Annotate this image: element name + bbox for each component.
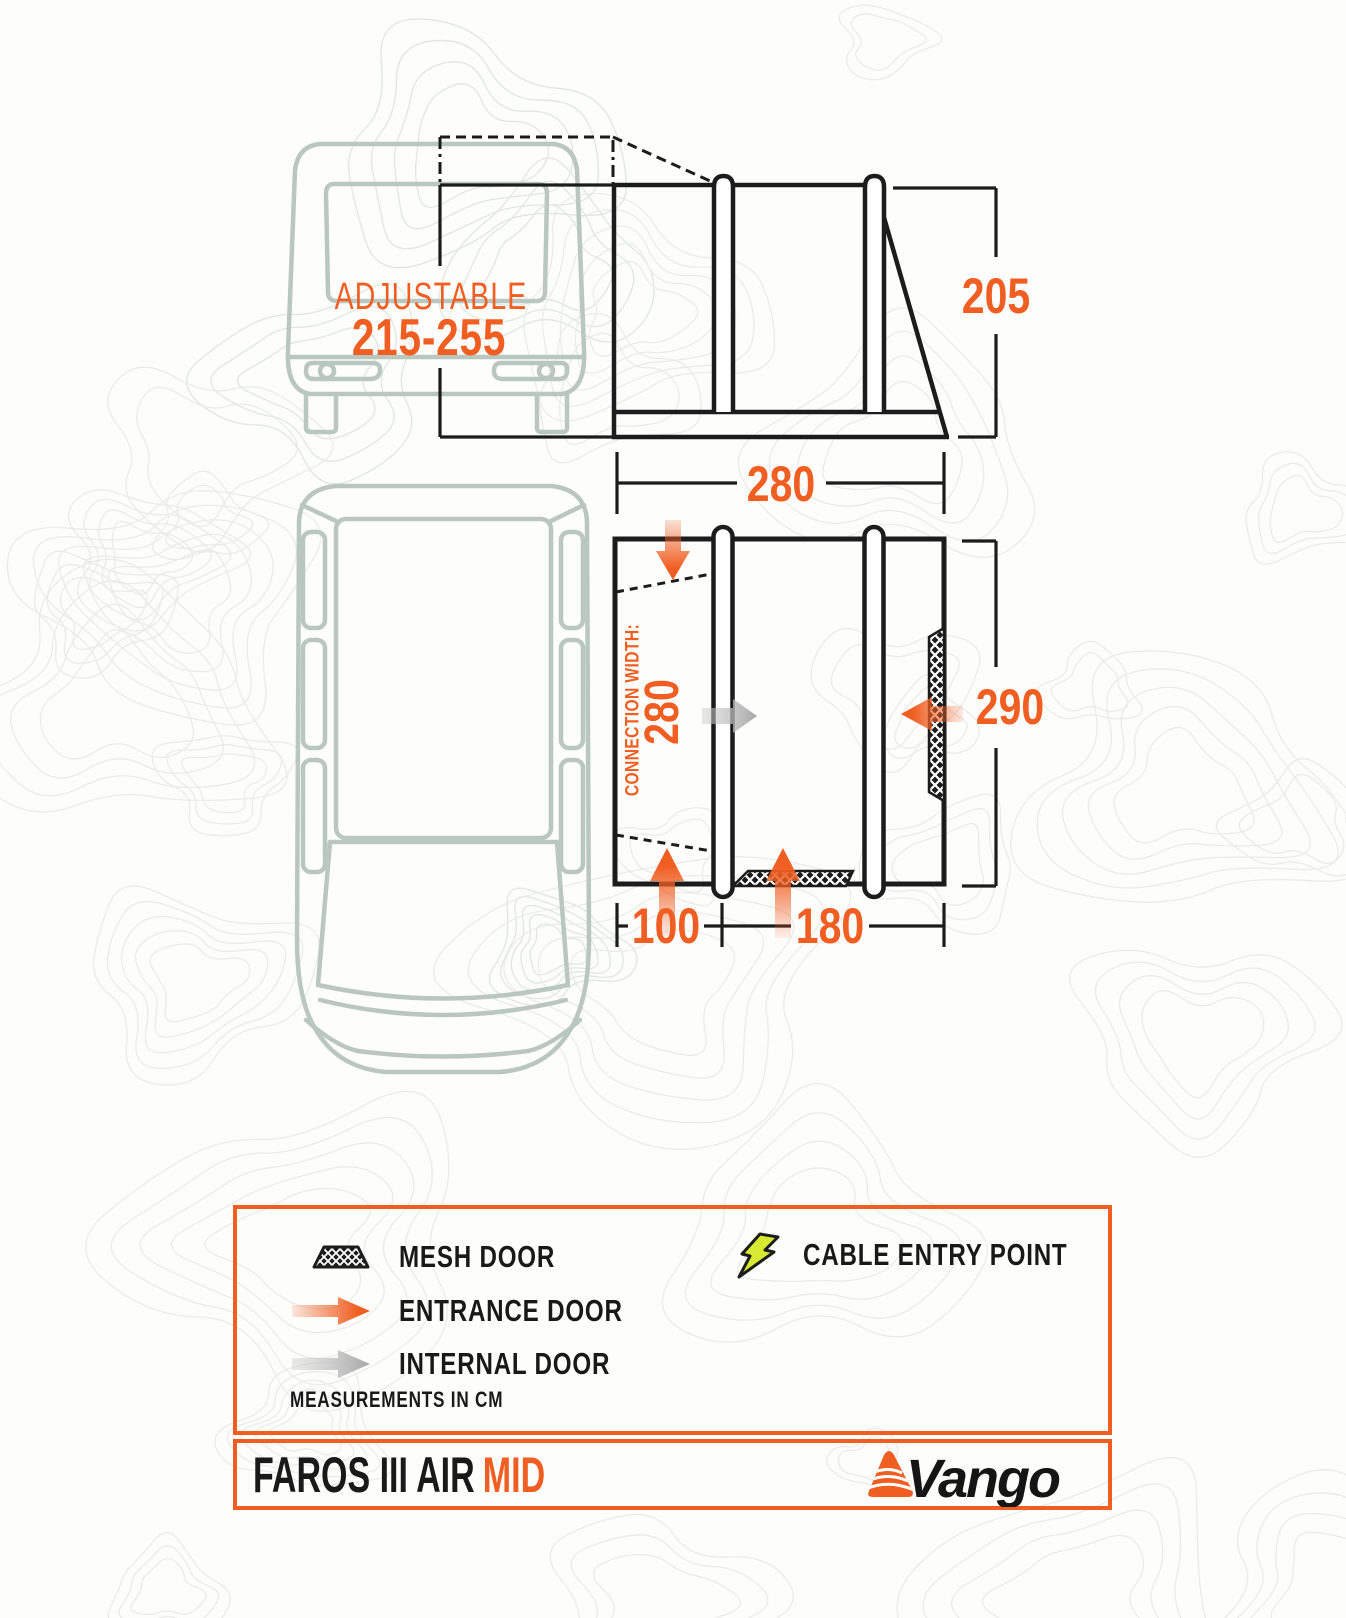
cable-lightning-icon (736, 1232, 782, 1280)
connection-width-label: CONNECTION WIDTH: (622, 623, 644, 797)
product-title (253, 1446, 683, 1504)
mesh-door-icon (312, 1245, 370, 1269)
connection-width-value: 280 (636, 679, 689, 745)
legend-entrance-door-label: ENTRANCE DOOR (399, 1293, 623, 1328)
legend-cable-entry-label: CABLE ENTRY POINT (803, 1237, 1068, 1272)
vango-logo (862, 1445, 1092, 1507)
entrance-door-arrow-top (656, 520, 690, 580)
vango-wordmark: Vango (906, 1449, 1060, 1507)
legend-internal-door-label: INTERNAL DOOR (399, 1346, 611, 1381)
dim-depth-label: 290 (975, 679, 1045, 735)
air-beam (865, 176, 884, 412)
entrance-door-arrow-icon (292, 1296, 372, 1326)
measurements-note: MEASUREMENTS IN CM (290, 1387, 504, 1412)
tunnel-guide-dash (616, 574, 711, 592)
product-name: FAROS III AIR (253, 1447, 475, 1503)
adjustable-range-label: 215-255 (351, 309, 507, 367)
air-beam (865, 527, 884, 897)
dim-tunnel-width-label: 100 (631, 898, 701, 954)
connection-guides (440, 137, 710, 183)
adjustable-label: ADJUSTABLE (334, 276, 528, 318)
internal-door-arrow-icon (292, 1349, 372, 1379)
legend-box (233, 1205, 1112, 1435)
dim-front-door-label: 180 (795, 898, 865, 954)
dim-width-label: 280 (746, 456, 816, 512)
legend-mesh-door-label: MESH DOOR (399, 1239, 556, 1274)
air-beam (714, 176, 733, 412)
product-variant: MID (482, 1447, 546, 1503)
footer-title-bar (233, 1439, 1112, 1510)
dim-height-label: 205 (961, 268, 1031, 324)
awning-side-view (612, 176, 949, 437)
entrance-door-arrow-right (901, 697, 963, 731)
tunnel-guide-dash (616, 835, 711, 851)
